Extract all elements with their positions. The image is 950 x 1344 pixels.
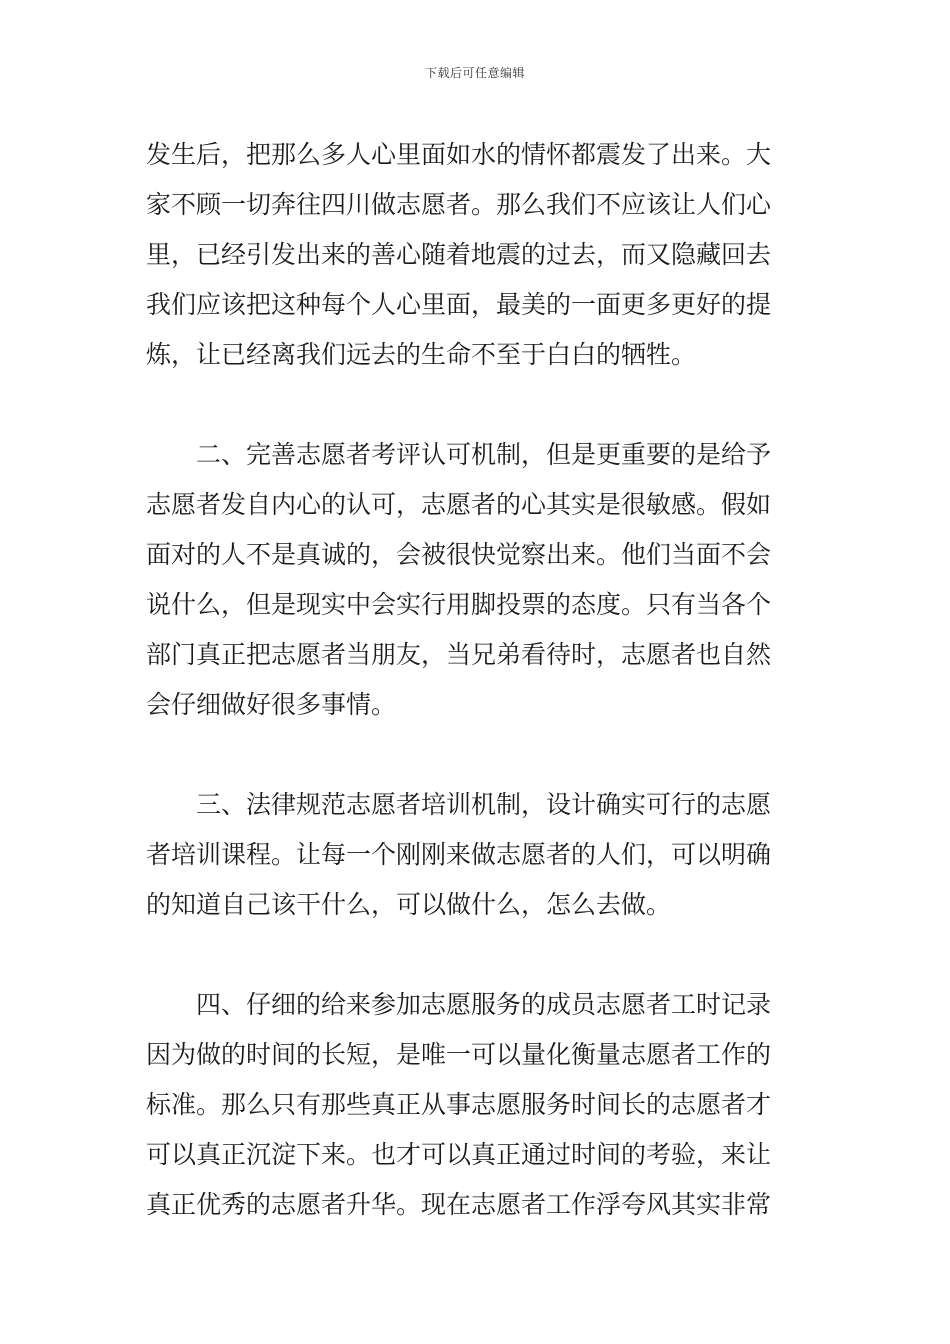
- text-line: 我们应该把这种每个人心里面，最美的一面更多更好的提: [146, 290, 772, 319]
- paragraph-gap: [146, 380, 806, 430]
- text-line: 面对的人不是真诚的，会被很快觉察出来。他们当面不会: [146, 540, 772, 569]
- paragraph-1: [146, 130, 806, 380]
- document-body: [146, 130, 806, 1230]
- text-line: 里，已经引发出来的善心随着地震的过去，而又隐藏回去: [146, 240, 772, 269]
- text-line: 可以真正沉淀下来。也才可以真正通过时间的考验，来让: [146, 1140, 772, 1169]
- paragraph-2: [146, 430, 806, 730]
- text-line: 四、仔细的给来参加志愿服务的成员志愿者工时记录: [196, 990, 772, 1019]
- paragraph-4: [146, 980, 806, 1230]
- text-line: 者培训课程。让每一个刚刚来做志愿者的人们，可以明确: [146, 840, 772, 869]
- text-line: 标准。那么只有那些真正从事志愿服务时间长的志愿者才: [146, 1090, 772, 1119]
- text-line: 二、完善志愿者考评认可机制，但是更重要的是给予: [196, 440, 772, 469]
- text-line: 发生后，把那么多人心里面如水的情怀都震发了出来。大: [146, 140, 772, 169]
- paragraph-gap: [146, 730, 806, 780]
- paragraph-3: [146, 780, 806, 930]
- text-line: 因为做的时间的长短，是唯一可以量化衡量志愿者工作的: [146, 1040, 772, 1069]
- text-line: 炼，让已经离我们远去的生命不至于白白的牺牲。: [146, 340, 697, 369]
- text-line: 部门真正把志愿者当朋友，当兄弟看待时，志愿者也自然: [146, 640, 772, 669]
- paragraph-gap: [146, 930, 806, 980]
- text-line: 真正优秀的志愿者升华。现在志愿者工作浮夸风其实非常: [146, 1190, 772, 1219]
- page-header-note: 下载后可任意编辑: [424, 66, 525, 80]
- text-line: 会仔细做好很多事情。: [146, 690, 397, 719]
- text-line: 家不顾一切奔往四川做志愿者。那么我们不应该让人们心: [146, 190, 772, 219]
- text-line: 志愿者发自内心的认可，志愿者的心其实是很敏感。假如: [146, 490, 772, 519]
- text-line: 的知道自己该干什么，可以做什么，怎么去做。: [146, 890, 672, 919]
- text-line: 说什么，但是现实中会实行用脚投票的态度。只有当各个: [146, 590, 772, 619]
- text-line: 三、法律规范志愿者培训机制，设计确实可行的志愿: [196, 790, 772, 819]
